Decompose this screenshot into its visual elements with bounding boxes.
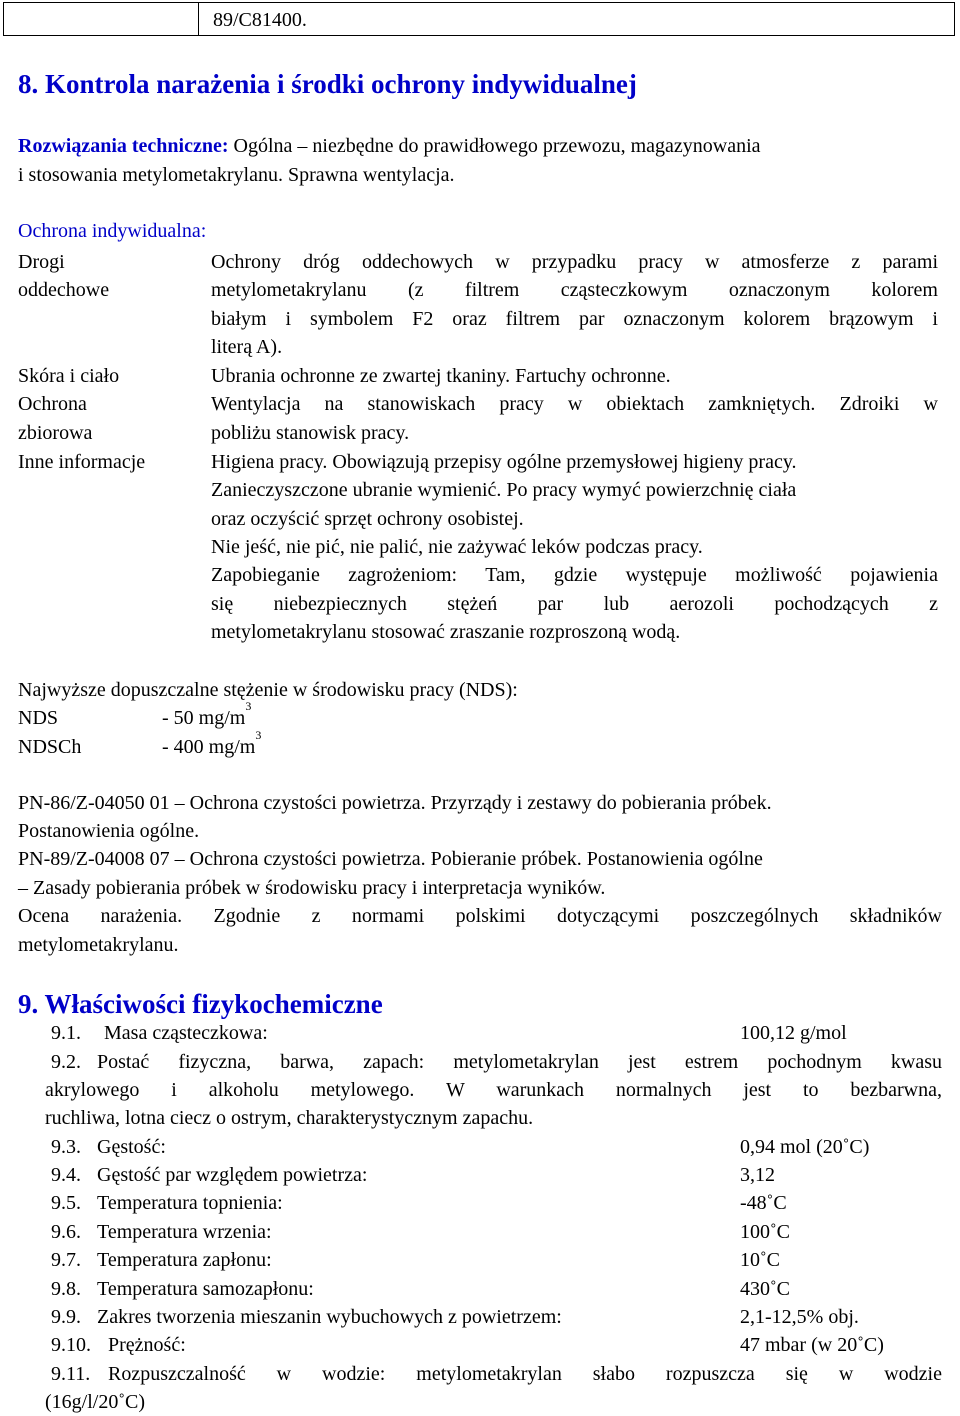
- row-respiratory-text-line: białym i symbolem F2 oraz filtrem par oznaczonym kolorem brązowym i: [211, 308, 938, 330]
- prop-value: 47 mbar (w 20˚C): [740, 1334, 884, 1356]
- document-code: 89/C81400.: [213, 9, 307, 31]
- norm-line: metylometakrylanu.: [18, 934, 179, 956]
- prop-9-2-num: 9.2.: [51, 1051, 81, 1073]
- prop-value: 3,12: [740, 1164, 775, 1186]
- prop-label: Zakres tworzenia mieszanin wybuchowych z powietrzem:: [97, 1306, 562, 1328]
- row-collective-text-line: pobliżu stanowisk pracy.: [211, 422, 410, 444]
- technical-solutions-label: Rozwiązania techniczne:: [18, 135, 229, 157]
- nds-value: [162, 699, 252, 732]
- section-9-title: 9. Właściwości fizykochemiczne: [18, 989, 383, 1019]
- row-other-text-line: się niebezpiecznych stężeń par lub aerozoli pochodzących z: [211, 593, 938, 615]
- prop-value: 0,94 mol (20˚C): [740, 1136, 870, 1158]
- nds-title: Najwyższe dopuszczalne stężenie w środowisku pracy (NDS):: [18, 679, 518, 701]
- row-other-text-line: Nie jeść, nie pić, nie palić, nie zażywać leków podczas pracy.: [211, 536, 703, 558]
- technical-solutions-line2: i stosowania metylometakrylanu. Sprawna wentylacja.: [18, 164, 455, 186]
- row-collective-label2: zbiorowa: [18, 422, 93, 444]
- prop-9-1-value: 100,12 g/mol: [740, 1022, 847, 1044]
- prop-num: 9.4.: [51, 1164, 81, 1186]
- prop-9-11-num: 9.11.: [51, 1363, 91, 1385]
- norm-line: PN-89/Z-04008 07 – Ochrona czystości powietrza. Pobieranie próbek. Postanowienia ogólne: [18, 848, 763, 870]
- prop-label: Temperatura topnienia:: [97, 1192, 283, 1214]
- prop-value: 2,1-12,5% obj.: [740, 1306, 859, 1328]
- prop-num: 9.8.: [51, 1278, 81, 1300]
- ndsch-exponent: 3: [255, 728, 262, 742]
- section-8-title: 8. Kontrola narażenia i środki ochrony indywidualnej: [18, 69, 637, 99]
- prop-9-2-text-line: ruchliwa, lotna ciecz o ostrym, charakterystycznym zapachu.: [45, 1107, 534, 1129]
- row-respiratory-label1: Drogi: [18, 251, 65, 273]
- prop-value: 430˚C: [740, 1278, 790, 1300]
- prop-num: 9.6.: [51, 1221, 81, 1243]
- prop-label: Temperatura wrzenia:: [97, 1221, 272, 1243]
- prop-num: 9.3.: [51, 1136, 81, 1158]
- prop-9-1-label: Masa cząsteczkowa:: [104, 1022, 268, 1044]
- prop-9-2-text-line: Postać fizyczna, barwa, zapach: metylometakrylan jest estrem pochodnym kwasu: [97, 1051, 942, 1073]
- prop-9-11-text-line: (16g/l/20˚C): [45, 1391, 145, 1413]
- prop-label: Gęstość par względem powietrza:: [97, 1164, 368, 1186]
- norm-line: Postanowienia ogólne.: [18, 820, 200, 842]
- norm-line: Ocena narażenia. Zgodnie z normami polskimi dotyczącymi poszczególnych składników: [18, 905, 942, 927]
- nds-exponent: 3: [245, 699, 252, 713]
- norm-line: – Zasady pobierania próbek w środowisku pracy i interpretacja wyników.: [18, 877, 606, 899]
- norm-line: PN-86/Z-04050 01 – Ochrona czystości powietrza. Przyrządy i zestawy do pobierania próbek.: [18, 792, 772, 814]
- personal-protection-title: Ochrona indywidualna:: [18, 220, 207, 242]
- prop-label: Gęstość:: [97, 1136, 166, 1158]
- nds-label: NDS: [18, 707, 59, 729]
- row-skin-label: Skóra i ciało: [18, 365, 120, 387]
- row-other-text-line: Zapobieganie zagrożeniom: Tam, gdzie występuje możliwość pojawienia: [211, 564, 938, 586]
- prop-label: Prężność:: [108, 1334, 186, 1356]
- header-table: [3, 2, 955, 36]
- row-collective-label1: Ochrona: [18, 393, 87, 415]
- prop-value: 100˚C: [740, 1221, 790, 1243]
- row-respiratory-label2: oddechowe: [18, 279, 110, 301]
- row-other-text-line: metylometakrylanu stosować zraszanie rozproszoną wodą.: [211, 621, 681, 643]
- prop-9-1-num: 9.1.: [51, 1022, 81, 1044]
- prop-num: 9.7.: [51, 1249, 81, 1271]
- prop-value: 10˚C: [740, 1249, 780, 1271]
- prop-label: Temperatura samozapłonu:: [97, 1278, 314, 1300]
- row-other-text-line: Zanieczyszczone ubranie wymienić. Po pracy wymyć powierzchnię ciała: [211, 479, 797, 501]
- prop-value: -48˚C: [740, 1192, 787, 1214]
- prop-9-11-text-line: Rozpuszczalność w wodzie: metylometakrylan słabo rozpuszcza się w wodzie: [108, 1363, 942, 1385]
- prop-num: 9.10.: [51, 1334, 91, 1356]
- row-skin-text-line: Ubrania ochronne ze zwartej tkaniny. Fartuchy ochronne.: [211, 365, 671, 387]
- row-respiratory-text-line: literą A).: [211, 336, 283, 358]
- row-collective-text-line: Wentylacja na stanowiskach pracy w obiektach zamkniętych. Zdroiki w: [211, 393, 938, 415]
- ndsch-value-text: - 400 mg/m: [162, 736, 256, 758]
- prop-9-2-text-line: akrylowego i alkoholu metylowego. W warunkach normalnych jest to bezbarwna,: [45, 1079, 942, 1101]
- prop-label: Temperatura zapłonu:: [97, 1249, 272, 1271]
- nds-value-text: - 50 mg/m: [162, 707, 246, 729]
- technical-solutions-line1: [18, 132, 761, 160]
- ndsch-label: NDSCh: [18, 736, 82, 758]
- technical-solutions-text: Ogólna – niezbędne do prawidłowego przewozu, magazynowania: [228, 135, 761, 157]
- row-respiratory-text-line: metylometakrylanu (z filtrem cząsteczkowym oznaczonym kolorem: [211, 279, 938, 301]
- header-divider: [198, 3, 199, 35]
- row-respiratory-text-line: Ochrony dróg oddechowych w przypadku pracy w atmosferze z parami: [211, 251, 938, 273]
- row-other-label: Inne informacje: [18, 451, 146, 473]
- prop-num: 9.5.: [51, 1192, 81, 1214]
- prop-num: 9.9.: [51, 1306, 81, 1328]
- row-other-text-line: Higiena pracy. Obowiązują przepisy ogólne przemysłowej higieny pracy.: [211, 451, 797, 473]
- ndsch-value: [162, 728, 262, 761]
- row-other-text-line: oraz oczyścić sprzęt ochrony osobistej.: [211, 508, 524, 530]
